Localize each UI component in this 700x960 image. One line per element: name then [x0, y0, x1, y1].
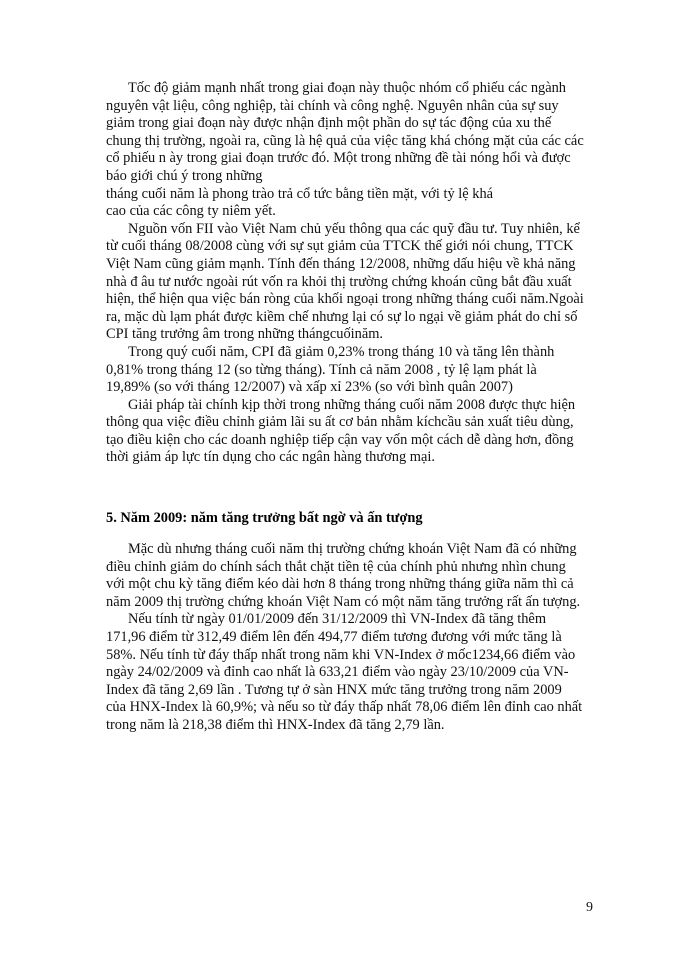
- text-line: nguyên vật liệu, công nghiệp, tài chính và công nghệ. Nguyên nhân của sự suy: [106, 97, 559, 114]
- text-line: hiện, thể hiện qua việc bán ròng của khối ngoại trong những tháng cuối năm.Ngoài: [106, 291, 584, 308]
- text-line: chung thị trường, ngoài ra, cũng là hệ quả của việc tăng khá chóng mặt của các các: [106, 132, 584, 149]
- text-line: của HNX-Index là 60,9%; và nếu so từ đáy thấp nhất 78,06 điểm lên đỉnh cao nhất: [106, 699, 583, 716]
- text-line: 19,89% (so với tháng 12/2007) và xấp xỉ 23% (so với bình quân 2007): [106, 379, 513, 396]
- text-line: 171,96 điểm từ 312,49 điểm lên đến 494,77 điểm tương đương với mức tăng là: [106, 628, 562, 645]
- text-line: Việt Nam cũng giảm mạnh. Tính đến tháng 12/2008, những dấu hiệu về khả năng: [106, 255, 576, 272]
- text-line: báo giới chú ý trong những: [106, 167, 263, 184]
- paragraph-block-1: [106, 80, 606, 467]
- text-line: giảm trong giai đoạn này được nhận định một phần do sự tác động của xu thế: [106, 115, 552, 132]
- text-line: ra, mặc dù lạm phát được kiềm chế nhưng lại có sự lo ngại về giảm phát do chỉ số: [106, 308, 578, 325]
- text-line: nhà đ âu tư nước ngoài rút vốn ra khỏi thị trường chứng khoán cũng bắt đầu xuất: [106, 273, 572, 290]
- text-line: Nếu tính từ ngày 01/01/2009 đến 31/12/2009 thì VN-Index đã tăng thêm: [128, 611, 547, 628]
- text-line: năm 2009 thị trường chứng khoán Việt Nam có một năm tăng trưởng rất ấn tượng.: [106, 593, 581, 610]
- text-line: CPI tăng trưởng âm trong những thángcuốinăm.: [106, 326, 384, 343]
- text-line: Tốc độ giảm mạnh nhất trong giai đoạn này thuộc nhóm cổ phiếu các ngành: [128, 80, 566, 96]
- text-line: Mặc dù nhưng tháng cuối năm thị trường chứng khoán Việt Nam đã có những: [128, 541, 577, 557]
- text-line: tháng cuối năm là phong trào trả cổ tức bằng tiền mặt, với tỷ lệ khá: [106, 185, 494, 202]
- text-line: với một chu kỳ tăng điểm kéo dài hơn 8 tháng trong những tháng giữa năm thì cả: [106, 576, 574, 593]
- text-line: ngày 24/02/2009 và đỉnh cao nhất là 633,21 điểm vào ngày 23/10/2009 của VN-: [106, 664, 569, 681]
- section-heading: 5. Năm 2009: năm tăng trưởng bất ngờ và ấn tượng: [106, 510, 423, 526]
- paragraph-block-2: [106, 541, 606, 735]
- text-line: cao của các công ty niêm yết.: [106, 203, 276, 220]
- text-line: Index đã tăng 2,69 lần . Tương tự ở sàn HNX mức tăng trưởng trong năm 2009: [106, 681, 562, 698]
- text-line: Nguồn vốn FII vào Việt Nam chủ yếu thông qua các quỹ đầu tư. Tuy nhiên, kể: [128, 220, 580, 237]
- text-line: trong năm là 218,38 điểm thì HNX-Index đã tăng 2,79 lần.: [106, 716, 445, 733]
- text-line: thông qua việc điều chỉnh giảm lãi su ất cơ bản nhằm kíchcầu sản xuất tiêu dùng,: [106, 414, 574, 431]
- text-line: 0,81% trong tháng 12 (so từng tháng). Tính cả năm 2008 , tỷ lệ lạm phát là: [106, 361, 537, 378]
- page-number: 9: [586, 900, 593, 915]
- text-line: điều chỉnh giảm do chính sách thắt chặt tiền tệ của chính phủ nhưng nhìn chung: [106, 558, 566, 575]
- text-line: 58%. Nếu tính từ đáy thấp nhất trong năm khi VN-Index ở mốc1234,66 điểm vào: [106, 646, 576, 663]
- text-line: Trong quý cuối năm, CPI đã giảm 0,23% trong tháng 10 và tăng lên thành: [128, 343, 555, 360]
- text-line: thời giảm áp lực tín dụng cho các ngân hàng thương mại.: [106, 449, 435, 466]
- text-line: Giải pháp tài chính kịp thời trong những tháng cuối năm 2008 được thực hiện: [128, 396, 576, 413]
- text-line: từ cuối tháng 08/2008 cùng với sự sụt giảm của TTCK thế giới nói chung, TTCK: [106, 238, 574, 255]
- text-line: tạo điều kiện cho các doanh nghiệp tiếp cận vay vốn một cách dễ dàng hơn, đồng: [106, 431, 574, 448]
- text-line: cổ phiếu n ày trong giai đoạn trước đó. Một trong những đề tài nóng hổi và được: [106, 150, 571, 167]
